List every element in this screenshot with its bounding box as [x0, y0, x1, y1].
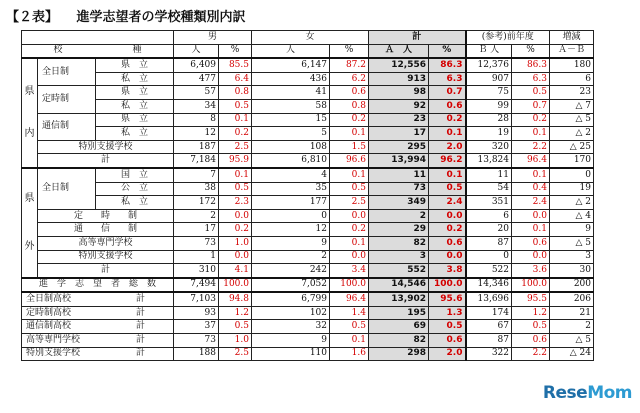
summary-suffix: 計 — [136, 334, 146, 345]
female-pct: 2.5 — [330, 196, 369, 210]
prev-pct: 2.4 — [512, 196, 550, 210]
table-row — [22, 72, 594, 86]
total-persons: 23 — [369, 113, 429, 127]
female-persons: 2 — [252, 250, 330, 264]
header-prev: (参考)前年度 — [466, 31, 550, 45]
resemom-watermark — [543, 383, 632, 403]
prev-pct: 0.7 — [512, 99, 550, 113]
table-body — [22, 31, 594, 361]
header-total-pct: % — [429, 44, 466, 58]
header-school-type — [22, 44, 174, 58]
region-out-label — [22, 168, 38, 278]
change: △ 25 — [550, 140, 594, 154]
male-pct: 4.1 — [219, 264, 252, 278]
prev-persons: 14,346 — [466, 278, 512, 293]
male-persons: 34 — [174, 99, 219, 113]
school-type-label: 高等専門学校 — [38, 236, 174, 250]
prev-pct: 96.4 — [512, 154, 550, 168]
table-number: 【２表】 — [6, 10, 59, 25]
total-persons: 12,556 — [369, 58, 429, 72]
total-persons: 17 — [369, 127, 429, 141]
male-pct: 100.0 — [219, 278, 252, 293]
female-pct: 0.5 — [330, 182, 369, 196]
female-persons: 35 — [252, 182, 330, 196]
female-pct: 96.4 — [330, 292, 369, 306]
male-pct: 1.0 — [219, 334, 252, 348]
founder-label: 私 立 — [96, 99, 174, 113]
table-caption: 進学志望者の学校種類別内訳 — [76, 10, 246, 25]
region-in-char-2: 内 — [24, 128, 35, 140]
summary-type: 高等専門学校 — [26, 334, 81, 345]
male-pct: 2.3 — [219, 196, 252, 210]
total-pct: 2.0 — [429, 347, 466, 361]
change: 21 — [550, 306, 594, 320]
table-row — [22, 236, 594, 250]
founder-label: 公 立 — [96, 182, 174, 196]
total-pct: 1.3 — [429, 306, 466, 320]
header-male-persons: 人 — [174, 44, 219, 58]
prev-pct: 1.2 — [512, 306, 550, 320]
change: 200 — [550, 278, 594, 293]
male-pct: 0.1 — [219, 168, 252, 182]
prev-persons: 322 — [466, 347, 512, 361]
total-persons: 14,546 — [369, 278, 429, 293]
female-pct: 0.2 — [330, 113, 369, 127]
male-persons: 73 — [174, 334, 219, 348]
change: △ 5 — [550, 113, 594, 127]
male-pct: 85.5 — [219, 58, 252, 72]
change: △ 7 — [550, 99, 594, 113]
table-row — [22, 86, 594, 100]
change: 0 — [550, 168, 594, 182]
total-persons: 349 — [369, 196, 429, 210]
grand-total-label: 進 学 志 望 者 総 数 — [22, 278, 174, 293]
prev-persons: 87 — [466, 236, 512, 250]
female-pct: 0.5 — [330, 320, 369, 334]
change: 2 — [550, 320, 594, 334]
female-pct: 0.1 — [330, 168, 369, 182]
male-pct: 1.0 — [219, 236, 252, 250]
total-persons: 29 — [369, 223, 429, 237]
summary-type: 通信制高校 — [26, 321, 72, 332]
female-pct: 0.0 — [330, 250, 369, 264]
header-female: 女 — [252, 31, 369, 45]
female-persons: 6,147 — [252, 58, 330, 72]
change: 3 — [550, 250, 594, 264]
female-persons: 12 — [252, 223, 330, 237]
male-persons: 7,494 — [174, 278, 219, 293]
prev-pct: 0.1 — [512, 168, 550, 182]
female-pct: 6.2 — [330, 72, 369, 86]
summary-label — [22, 334, 174, 348]
prev-pct: 0.5 — [512, 86, 550, 100]
school-type-label: 定 時 制 — [38, 209, 174, 223]
total-persons: 73 — [369, 182, 429, 196]
total-persons: 2 — [369, 209, 429, 223]
summary-type: 全日制高校 — [26, 294, 72, 305]
header-prev-pct: % — [512, 44, 550, 58]
total-pct: 0.5 — [429, 320, 466, 334]
header-change-formula: Ａ－Ｂ — [550, 44, 594, 58]
female-pct: 1.4 — [330, 306, 369, 320]
total-pct: 6.3 — [429, 72, 466, 86]
female-persons: 6,810 — [252, 154, 330, 168]
female-pct: 0.2 — [330, 223, 369, 237]
header-type: 種 — [132, 45, 142, 56]
summary-row — [22, 347, 594, 361]
total-persons: 13,902 — [369, 292, 429, 306]
summary-suffix: 計 — [136, 348, 146, 359]
female-pct: 1.5 — [330, 140, 369, 154]
table-row — [22, 182, 594, 196]
total-persons: 913 — [369, 72, 429, 86]
prev-persons: 12,376 — [466, 58, 512, 72]
male-pct: 6.4 — [219, 72, 252, 86]
subtotal-label: 計 — [38, 264, 174, 278]
change: 206 — [550, 292, 594, 306]
female-persons: 4 — [252, 168, 330, 182]
female-persons: 177 — [252, 196, 330, 210]
region-in-label — [22, 58, 38, 168]
table-title — [6, 6, 246, 25]
male-persons: 38 — [174, 182, 219, 196]
header-female-pct: % — [330, 44, 369, 58]
special-school-label: 特別支援学校 — [38, 140, 174, 154]
female-persons: 15 — [252, 113, 330, 127]
table-row — [22, 223, 594, 237]
prev-pct: 0.1 — [512, 127, 550, 141]
prev-persons: 6 — [466, 209, 512, 223]
male-persons: 172 — [174, 196, 219, 210]
header-female-persons: 人 — [252, 44, 330, 58]
prev-pct: 0.0 — [512, 250, 550, 264]
female-pct: 96.6 — [330, 154, 369, 168]
prev-persons: 75 — [466, 86, 512, 100]
prev-persons: 67 — [466, 320, 512, 334]
female-persons: 110 — [252, 347, 330, 361]
female-persons: 0 — [252, 209, 330, 223]
change: △ 24 — [550, 347, 594, 361]
prev-persons: 351 — [466, 196, 512, 210]
prev-persons: 320 — [466, 140, 512, 154]
total-pct: 95.6 — [429, 292, 466, 306]
subtotal-label: 計 — [38, 154, 174, 168]
summary-label — [22, 306, 174, 320]
change: 30 — [550, 264, 594, 278]
header-change: 増減 — [550, 31, 594, 45]
total-persons: 82 — [369, 236, 429, 250]
total-persons: 69 — [369, 320, 429, 334]
change: 180 — [550, 58, 594, 72]
female-pct: 0.0 — [330, 209, 369, 223]
male-persons: 57 — [174, 86, 219, 100]
prev-pct: 0.5 — [512, 320, 550, 334]
watermark-part-b: Mom — [587, 383, 632, 403]
summary-row — [22, 306, 594, 320]
total-persons: 552 — [369, 264, 429, 278]
male-persons: 310 — [174, 264, 219, 278]
prev-pct: 86.3 — [512, 58, 550, 72]
founder-label: 私 立 — [96, 72, 174, 86]
prev-persons: 99 — [466, 99, 512, 113]
prev-pct: 0.6 — [512, 236, 550, 250]
summary-type: 定時制高校 — [26, 307, 72, 318]
total-pct: 96.2 — [429, 154, 466, 168]
founder-label: 県 立 — [96, 86, 174, 100]
total-pct: 0.2 — [429, 113, 466, 127]
change: 19 — [550, 182, 594, 196]
table-row — [22, 127, 594, 141]
prev-persons: 11 — [466, 168, 512, 182]
male-persons: 17 — [174, 223, 219, 237]
male-persons: 188 — [174, 347, 219, 361]
total-persons: 295 — [369, 140, 429, 154]
table-row — [22, 168, 594, 182]
header-total: 計 — [369, 31, 466, 45]
school-type-table — [21, 30, 594, 361]
course-label: 通信制 — [38, 113, 96, 140]
total-pct: 100.0 — [429, 278, 466, 293]
male-pct: 0.5 — [219, 182, 252, 196]
female-persons: 9 — [252, 334, 330, 348]
prev-pct: 95.5 — [512, 292, 550, 306]
prev-persons: 0 — [466, 250, 512, 264]
female-persons: 5 — [252, 127, 330, 141]
change: △ 5 — [550, 236, 594, 250]
male-persons: 8 — [174, 113, 219, 127]
summary-row — [22, 334, 594, 348]
table-row — [22, 196, 594, 210]
male-pct: 94.8 — [219, 292, 252, 306]
prev-persons: 28 — [466, 113, 512, 127]
table-row — [22, 250, 594, 264]
founder-label: 国 立 — [96, 168, 174, 182]
male-pct: 0.5 — [219, 320, 252, 334]
prev-pct: 0.4 — [512, 182, 550, 196]
region-out-char-1: 県 — [24, 192, 35, 204]
school-type-label: 特別支援学校 — [38, 250, 174, 264]
total-pct: 0.1 — [429, 127, 466, 141]
prev-pct: 0.6 — [512, 334, 550, 348]
prev-persons: 13,696 — [466, 292, 512, 306]
female-persons: 41 — [252, 86, 330, 100]
male-persons: 12 — [174, 127, 219, 141]
header-row-1 — [22, 31, 594, 45]
summary-row — [22, 320, 594, 334]
table-row — [22, 58, 594, 72]
total-persons: 13,994 — [369, 154, 429, 168]
male-persons: 2 — [174, 209, 219, 223]
founder-label: 県 立 — [96, 58, 174, 72]
total-pct: 0.2 — [429, 223, 466, 237]
total-pct: 2.0 — [429, 140, 466, 154]
male-persons: 37 — [174, 320, 219, 334]
female-pct: 100.0 — [330, 278, 369, 293]
total-persons: 3 — [369, 250, 429, 264]
male-pct: 95.9 — [219, 154, 252, 168]
female-pct: 0.6 — [330, 86, 369, 100]
table-row — [22, 209, 594, 223]
founder-label: 私 立 — [96, 196, 174, 210]
subtotal-row — [22, 154, 594, 168]
female-pct: 0.8 — [330, 99, 369, 113]
founder-label: 県 立 — [96, 113, 174, 127]
prev-persons: 174 — [466, 306, 512, 320]
header-male: 男 — [174, 31, 252, 45]
total-pct: 2.4 — [429, 196, 466, 210]
female-persons: 9 — [252, 236, 330, 250]
region-out-char-2: 外 — [24, 240, 35, 252]
male-persons: 7,184 — [174, 154, 219, 168]
change: △ 4 — [550, 209, 594, 223]
header-row-2 — [22, 44, 594, 58]
male-persons: 93 — [174, 306, 219, 320]
header-male-pct: % — [219, 44, 252, 58]
male-pct: 0.1 — [219, 113, 252, 127]
course-label: 全日制 — [38, 168, 96, 209]
change: △ 5 — [550, 334, 594, 348]
female-persons: 436 — [252, 72, 330, 86]
prev-pct: 6.3 — [512, 72, 550, 86]
total-pct: 0.6 — [429, 236, 466, 250]
prev-persons: 54 — [466, 182, 512, 196]
header-total-persons: Ａ 人 — [369, 44, 429, 58]
summary-label — [22, 320, 174, 334]
founder-label: 私 立 — [96, 127, 174, 141]
female-pct: 0.1 — [330, 334, 369, 348]
male-pct: 1.2 — [219, 306, 252, 320]
total-pct: 0.6 — [429, 99, 466, 113]
change: 9 — [550, 223, 594, 237]
male-persons: 6,409 — [174, 58, 219, 72]
header-school-type-top — [22, 31, 174, 45]
prev-pct: 2.2 — [512, 140, 550, 154]
total-pct: 0.7 — [429, 86, 466, 100]
total-pct: 86.3 — [429, 58, 466, 72]
female-pct: 87.2 — [330, 58, 369, 72]
female-persons: 102 — [252, 306, 330, 320]
male-pct: 0.5 — [219, 99, 252, 113]
male-pct: 2.5 — [219, 347, 252, 361]
summary-label — [22, 292, 174, 306]
male-persons: 7,103 — [174, 292, 219, 306]
female-persons: 7,052 — [252, 278, 330, 293]
total-pct: 0.0 — [429, 209, 466, 223]
prev-pct: 3.6 — [512, 264, 550, 278]
total-pct: 0.0 — [429, 250, 466, 264]
region-in-char-1: 県 — [24, 86, 35, 98]
prev-persons: 907 — [466, 72, 512, 86]
prev-pct: 0.2 — [512, 113, 550, 127]
male-persons: 1 — [174, 250, 219, 264]
total-pct: 0.1 — [429, 168, 466, 182]
female-persons: 108 — [252, 140, 330, 154]
female-persons: 58 — [252, 99, 330, 113]
female-pct: 0.1 — [330, 127, 369, 141]
total-persons: 11 — [369, 168, 429, 182]
female-persons: 242 — [252, 264, 330, 278]
change: 23 — [550, 86, 594, 100]
change: △ 2 — [550, 127, 594, 141]
change: 6 — [550, 72, 594, 86]
prev-persons: 13,824 — [466, 154, 512, 168]
total-persons: 298 — [369, 347, 429, 361]
prev-persons: 19 — [466, 127, 512, 141]
table-row — [22, 113, 594, 127]
female-pct: 3.4 — [330, 264, 369, 278]
header-school: 校 — [53, 45, 63, 56]
total-persons: 82 — [369, 334, 429, 348]
total-pct: 3.8 — [429, 264, 466, 278]
prev-persons: 522 — [466, 264, 512, 278]
male-pct: 0.2 — [219, 127, 252, 141]
summary-suffix: 計 — [136, 307, 146, 318]
summary-type: 特別支援学校 — [26, 348, 81, 359]
summary-row — [22, 292, 594, 306]
summary-suffix: 計 — [136, 294, 146, 305]
female-persons: 6,799 — [252, 292, 330, 306]
male-pct: 0.0 — [219, 209, 252, 223]
total-persons: 98 — [369, 86, 429, 100]
prev-pct: 0.1 — [512, 223, 550, 237]
total-pct: 0.5 — [429, 182, 466, 196]
summary-label — [22, 347, 174, 361]
course-label: 定時制 — [38, 86, 96, 113]
male-pct: 0.2 — [219, 223, 252, 237]
female-pct: 1.6 — [330, 347, 369, 361]
total-pct: 0.6 — [429, 334, 466, 348]
male-pct: 2.5 — [219, 140, 252, 154]
prev-persons: 20 — [466, 223, 512, 237]
prev-persons: 87 — [466, 334, 512, 348]
header-prev-persons: Ｂ 人 — [466, 44, 512, 58]
subtotal-row — [22, 264, 594, 278]
prev-pct: 100.0 — [512, 278, 550, 293]
total-persons: 195 — [369, 306, 429, 320]
male-persons: 7 — [174, 168, 219, 182]
male-pct: 0.8 — [219, 86, 252, 100]
grand-total-row — [22, 278, 594, 293]
change: 170 — [550, 154, 594, 168]
male-persons: 73 — [174, 236, 219, 250]
table-row — [22, 99, 594, 113]
course-label: 全日制 — [38, 58, 96, 86]
summary-suffix: 計 — [136, 321, 146, 332]
female-pct: 0.1 — [330, 236, 369, 250]
watermark-part-a: Rese — [542, 383, 588, 403]
table-row — [22, 140, 594, 154]
total-persons: 92 — [369, 99, 429, 113]
male-persons: 187 — [174, 140, 219, 154]
female-persons: 32 — [252, 320, 330, 334]
change: △ 2 — [550, 196, 594, 210]
male-persons: 477 — [174, 72, 219, 86]
school-type-label: 通 信 制 — [38, 223, 174, 237]
prev-pct: 0.0 — [512, 209, 550, 223]
prev-pct: 2.2 — [512, 347, 550, 361]
male-pct: 0.0 — [219, 250, 252, 264]
